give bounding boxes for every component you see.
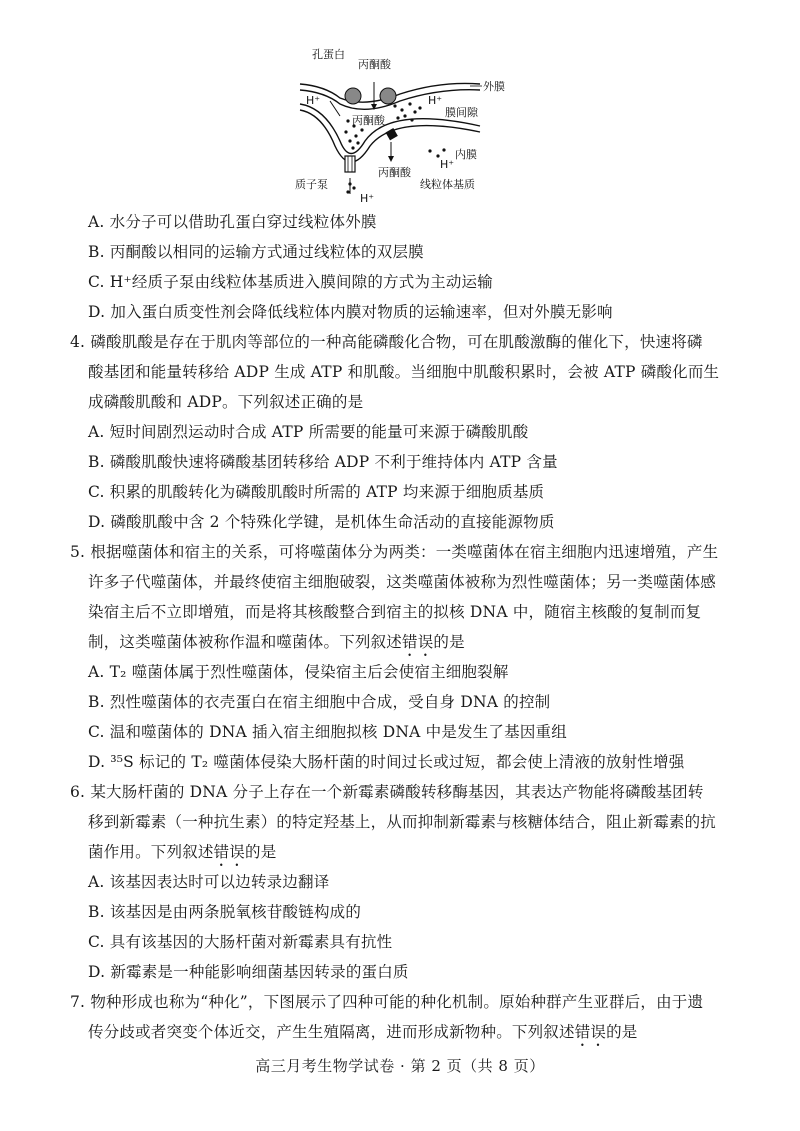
q4-stem-line-1: 4. 磷酸肌酸是存在于肌肉等部位的一种高能磷酸化合物，可在肌酸激酶的催化下，快速将磷 [70, 333, 703, 351]
q5-emphasis-wrong: 错误 [402, 633, 434, 651]
q4-option-d: D. 磷酸肌酸中含 2 个特殊化学键，是机体生命活动的直接能源物质 [88, 513, 555, 531]
q4-option-b: B. 磷酸肌酸快速将磷酸基团转移给 ADP 不利于维持体内 ATP 含量 [88, 453, 558, 471]
q5-stem-4-pre: 制，这类噬菌体被称作温和噬菌体。下列叙述 [88, 633, 403, 651]
q6-emphasis-wrong: 错误 [213, 843, 246, 861]
q6-option-d: D. 新霉素是一种能影响细菌基因转录的蛋白质 [88, 963, 409, 981]
q5-option-d: D. ³⁵S 标记的 T₂ 噬菌体侵染大肠杆菌的时间过长或过短，都会使上清液的放射性增强 [88, 753, 685, 771]
label-porin: 孔蛋白 [312, 48, 345, 61]
label-matrix: 线粒体基质 [420, 178, 475, 191]
q7-stem-2-pre: 传分歧或者突变个体近交，产生生殖隔离，进而形成新物种。下列叙述 [88, 1023, 575, 1041]
label-proton-pump: 质子泵 [295, 178, 328, 191]
mitochondria-diagram [270, 46, 520, 206]
label-pyruvate-bottom: 丙酮酸 [378, 166, 411, 179]
label-h-lower-right: H⁺ [440, 158, 455, 171]
q5-stem-line-4 [88, 627, 728, 657]
q6-stem-line-3 [88, 837, 728, 867]
q6-stem-3-pre: 菌作用。下列叙述 [88, 843, 214, 861]
q5-option-a: A. T₂ 噬菌体属于烈性噬菌体，侵染宿主后会使宿主细胞裂解 [88, 663, 509, 681]
q5-stem-line-2: 许多子代噬菌体，并最终使宿主细胞破裂，这类噬菌体被称为烈性噬菌体；另一类噬菌体感 [88, 573, 717, 591]
label-pyruvate-top: 丙酮酸 [358, 58, 391, 71]
label-inner-membrane: 内膜 [455, 148, 477, 161]
q5-stem-line-1: 5. 根据噬菌体和宿主的关系，可将噬菌体分为两类：一类噬菌体在宿主细胞内迅速增殖，产生 [70, 543, 719, 561]
q3-option-a: A. 水分子可以借助孔蛋白穿过线粒体外膜 [88, 213, 377, 231]
porin-left [345, 88, 361, 104]
q6-option-c: C. 具有该基因的大肠杆菌对新霉素具有抗性 [88, 933, 393, 951]
porin-right [380, 88, 396, 104]
label-h-bottom: H⁺ [360, 192, 375, 205]
q3-option-b: B. 丙酮酸以相同的运输方式通过线粒体的双层膜 [88, 243, 424, 261]
q4-option-a: A. 短时间剧烈运动时合成 ATP 所需要的能量可来源于磷酸肌酸 [88, 423, 529, 441]
page-footer: 高三月考生物学试卷 · 第 2 页（共 8 页） [255, 1057, 545, 1075]
q5-option-c: C. 温和噬菌体的 DNA 插入宿主细胞拟核 DNA 中是发生了基因重组 [88, 723, 567, 741]
q7-stem-2-post: 的是 [606, 1023, 638, 1041]
q4-stem-line-2: 酸基团和能量转移给 ADP 生成 ATP 和肌酸。当细胞中肌酸积累时，会被 ATP 磷酸化而生 [88, 363, 720, 381]
q3-option-c: C. H⁺经质子泵由线粒体基质进入膜间隙的方式为主动运输 [88, 273, 493, 291]
questions-content [70, 207, 728, 1047]
q4-option-c: C. 积累的肌酸转化为磷酸肌酸时所需的 ATP 均来源于细胞质基质 [88, 483, 545, 501]
q5-stem-line-3: 染宿主后不立即增殖，而是将其核酸整合到宿主的拟核 DNA 中，随宿主核酸的复制而复 [88, 603, 702, 621]
q7-stem-line-2 [88, 1017, 728, 1047]
q6-option-b: B. 该基因是由两条脱氧核苷酸链构成的 [88, 903, 362, 921]
q5-stem-4-post: 的是 [433, 633, 465, 651]
label-h-right: H⁺ [428, 94, 443, 107]
q6-stem-3-post: 的是 [245, 843, 277, 861]
label-outer-membrane: 外膜 [483, 80, 505, 93]
q7-stem-line-1: 7. 物种形成也称为“种化”，下图展示了四种可能的种化机制。原始种群产生亚群后，由于遗 [70, 993, 704, 1011]
q3-option-d: D. 加入蛋白质变性剂会降低线粒体内膜对物质的运输速率，但对外膜无影响 [88, 303, 613, 321]
label-h-left: H⁺ [306, 94, 321, 107]
q6-option-a: A. 该基因表达时可以边转录边翻译 [88, 873, 330, 891]
proton-pump-box [345, 156, 355, 172]
q4-stem-line-3: 成磷酸肌酸和 ADP。下列叙述正确的是 [88, 393, 364, 411]
label-intermembrane-space: 膜间隙 [445, 106, 478, 119]
label-pyruvate-mid: 丙酮酸 [352, 114, 385, 127]
mitochondria-membrane-svg [270, 46, 520, 206]
q6-stem-line-1: 6. 某大肠杆菌的 DNA 分子上存在一个新霉素磷酸转移酶基因，其表达产物能将磷酸基团转 [70, 783, 704, 801]
q7-emphasis-wrong: 错误 [574, 1023, 607, 1041]
q5-option-b: B. 烈性噬菌体的衣壳蛋白在宿主细胞中合成，受自身 DNA 的控制 [88, 693, 551, 711]
q6-stem-line-2: 移到新霉素（一种抗生素）的特定羟基上，从而抑制新霉素与核糖体结合，阻止新霉素的抗 [88, 813, 717, 831]
